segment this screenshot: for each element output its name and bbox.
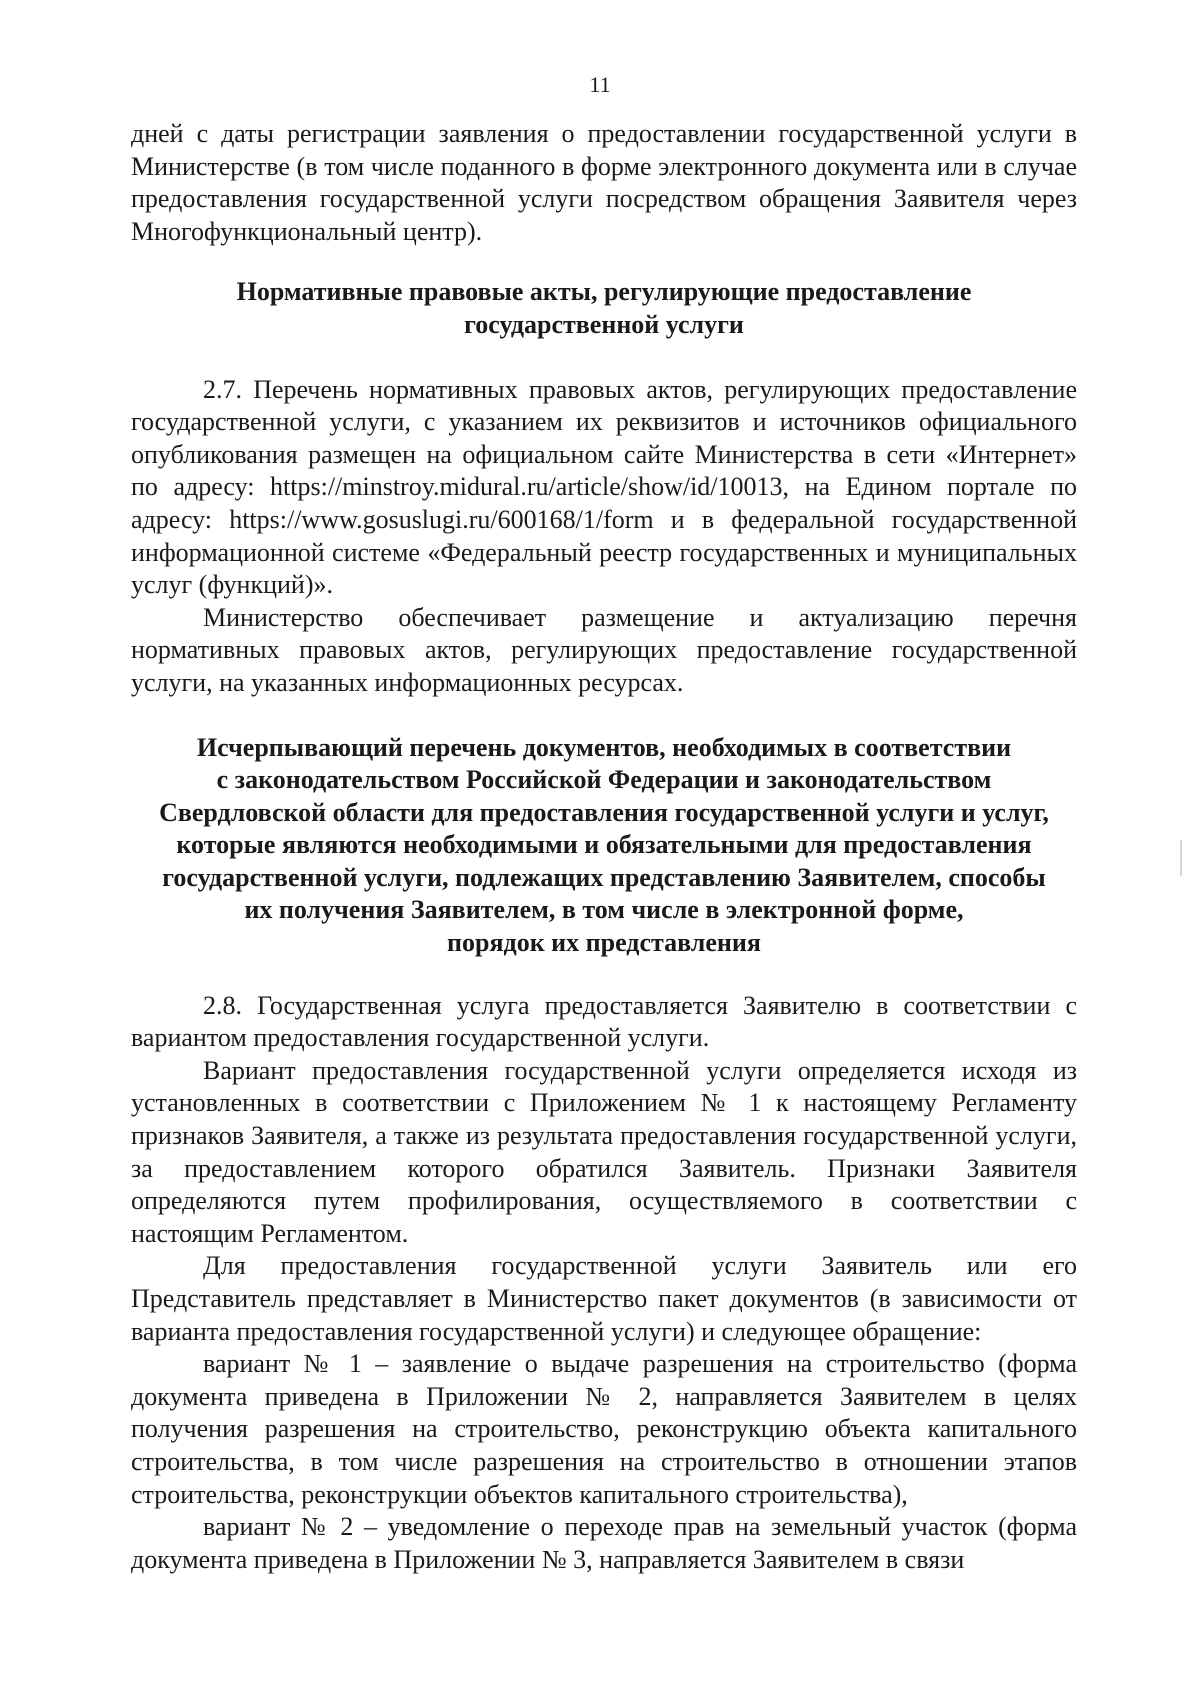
heading-line: Нормативные правовые акты, регулирующие предоставление [236,277,972,307]
paragraph-2-8: 2.8. Государственная услуга предоставляется Заявителю в соответствии с вариантом предоставления государственной услуги. [131,990,1077,1053]
heading-line: порядок их представления [447,928,761,958]
paragraph-documents-package: Для предоставления государственной услуги Заявитель или его Представитель представляет в Министерство пакет документов (в зависимости от варианта предоставления государственной услуги) и следующее обращение: [131,1251,1077,1346]
heading-line: государственной услуги [464,309,744,339]
heading-line: Свердловской области для предоставления государственной услуги и услуг, [159,797,1049,827]
paragraph-ministry-publication: Министерство обеспечивает размещение и актуализацию перечня нормативных правовых актов, регулирующих предоставление государственной услуги, на указанных информационных ресурсах. [131,602,1077,697]
paragraph-variant-definition: Вариант предоставления государственной услуги определяется исходя из установленных в соответствии с Приложением № 1 к настоящему Регламенту признаков Заявителя, а также из результата предоставления государственной услуги, за предоставлением которого обратился Заявитель. Признаки Заявителя определяются путем профилирования, осуществляемого в соответствии с настоящим Регламентом. [131,1055,1077,1248]
heading-line: Исчерпывающий перечень документов, необходимых в соответствии [196,732,1012,762]
page-content [131,118,1077,1576]
continuation-paragraph: дней с даты регистрации заявления о предоставлении государственной услуги в Министерстве (в том числе поданного в форме электронного документа или в случае предоставления государственной услуги посредством обращения Заявителя через Многофункциональный центр). [131,119,1077,246]
scan-margin-mark [1180,840,1182,876]
page-number: 11 [589,72,611,97]
paragraph-variant-1: вариант № 1 – заявление о выдаче разрешения на строительство (форма документа приведена в Приложении № 2, направляется Заявителем в целях получения разрешения на строительство, реконструкцию объекта капитального строительства, в том числе разрешения на строительство в отношении этапов строительства, реконструкции объектов капитального строительства), [131,1349,1077,1509]
section-heading-documents-list [131,732,1077,960]
paragraph-2-7: 2.7. Перечень нормативных правовых актов, регулирующих предоставление государственной услуги, с указанием их реквизитов и источников официального опубликования размещен на официальном сайте Министерства в сети «Интернет» по адресу: https://minstroy.midural.ru/article/show/id/10013, на Едином портале по адресу: https://www.gosuslugi.ru/600168/1/form и в федеральной государственной информационной системе «Федеральный реестр государственных и муниципальных услуг (функций)». [131,374,1077,600]
heading-line: которые являются необходимыми и обязательными для предоставления [176,830,1032,860]
heading-line: их получения Заявителем, в том числе в электронной форме, [244,895,964,925]
paragraph-variant-2: вариант № 2 – уведомление о переходе прав на земельный участок (форма документа приведена в Приложении № 3, направляется Заявителем в связи [131,1512,1077,1574]
section-heading-normative-acts [131,276,1077,341]
heading-line: государственной услуги, подлежащих представлению Заявителем, способы [162,862,1046,892]
heading-line: с законодательством Российской Федерации и законодательством [216,765,992,795]
